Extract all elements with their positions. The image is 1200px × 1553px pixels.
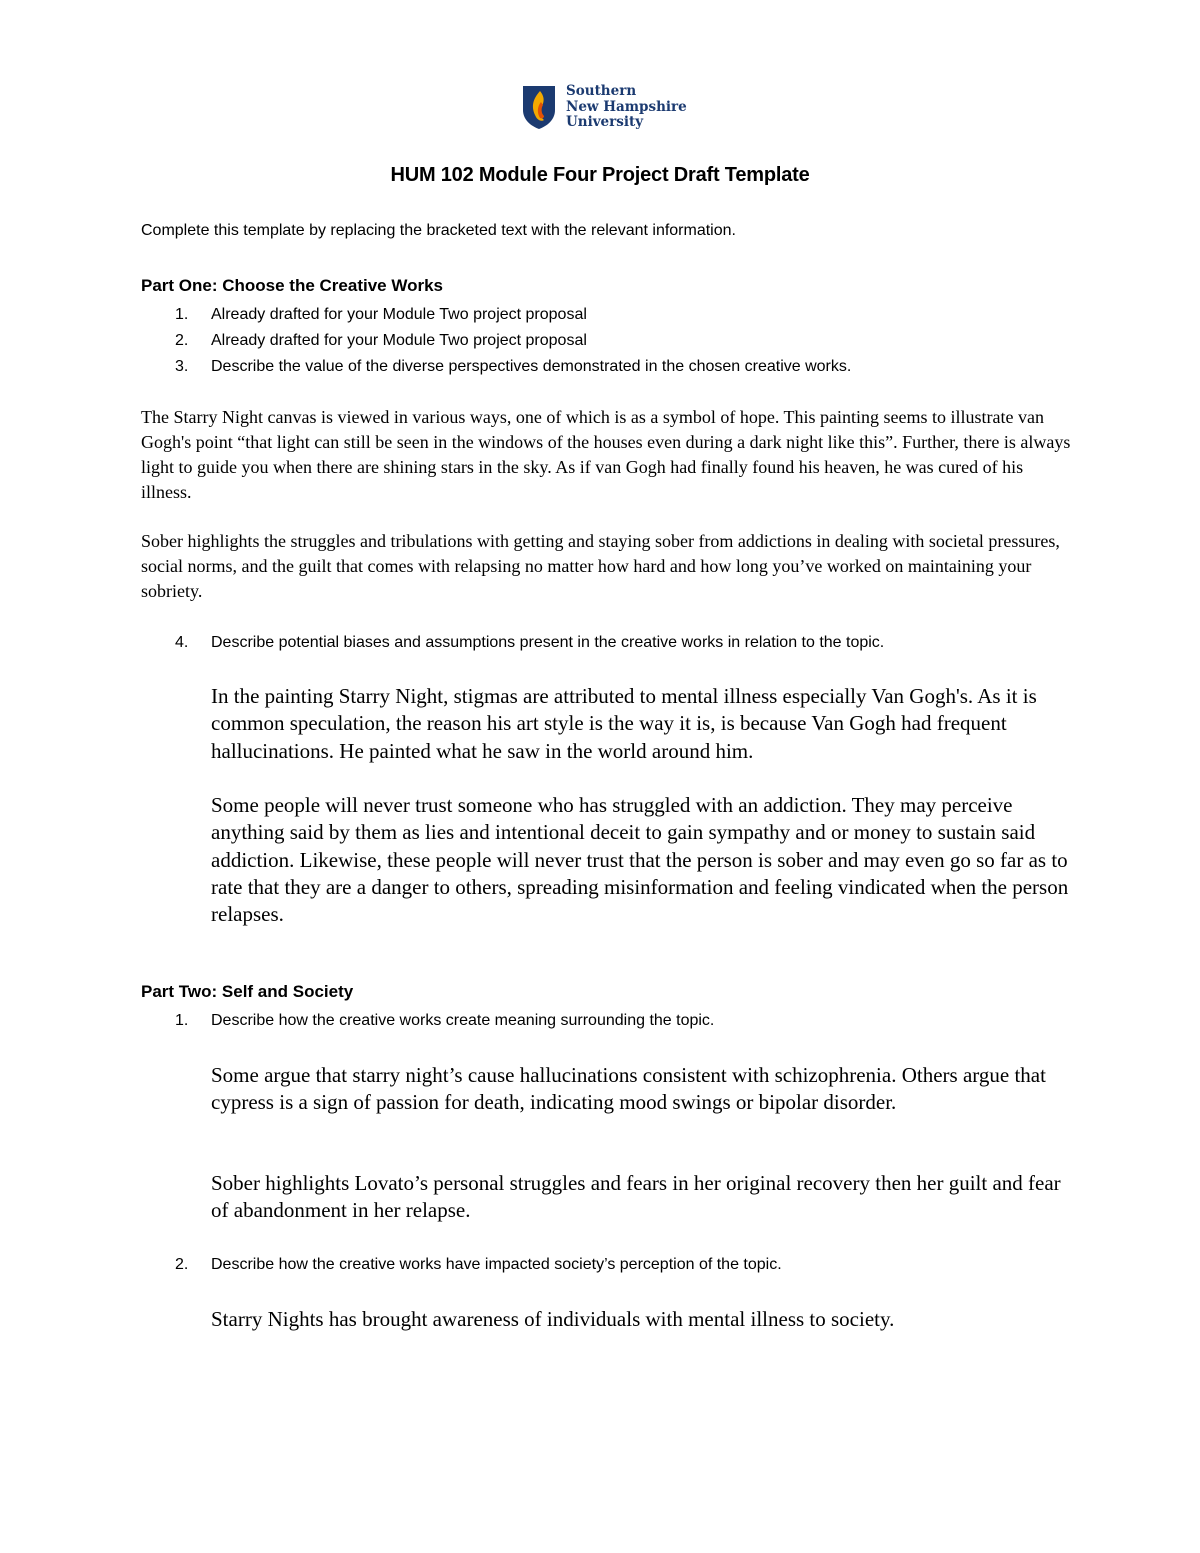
logo-line-3: University — [566, 114, 644, 130]
list-item-number: 3. — [175, 358, 189, 375]
impact-answer: Starry Nights has brought awareness of individuals with mental illness to society. — [211, 1307, 895, 1331]
list-item-number: 2. — [175, 332, 189, 349]
meaning-answer-starry-night: Some argue that starry night’s cause hallucinations consistent with schizophrenia. Others argue that cypress is a sign of passion for death, indicating mood swings or bipolar disorder. — [211, 1063, 1046, 1115]
starry-night-perspective-paragraph: The Starry Night canvas is viewed in various ways, one of which is as a symbol of hope. This painting seems to illustrate van Gogh's point “that light can still be seen in the windows of the houses even during a dark night like this”. Further, there is always light to guide you when there are shining stars in the sky. As if van Gogh had finally found his heaven, he was cured of his illness. — [141, 407, 1071, 502]
document-title: HUM 102 Module Four Project Draft Template — [390, 164, 810, 186]
list-item-text: Already drafted for your Module Two project proposal — [211, 332, 587, 349]
list-item-text: Describe how the creative works create meaning surrounding the topic. — [211, 1012, 715, 1029]
logo-line-2: New Hampshire — [566, 98, 687, 115]
list-item-text: Describe how the creative works have impacted society’s perception of the topic. — [211, 1256, 782, 1273]
logo-wordmark — [566, 84, 687, 131]
university-logo — [521, 84, 687, 131]
part-one-heading: Part One: Choose the Creative Works — [141, 276, 443, 295]
list-item-text: Already drafted for your Module Two project proposal — [211, 306, 587, 323]
list-item-text: Describe potential biases and assumptions present in the creative works in relation to the topic. — [211, 634, 885, 651]
bias-answer-starry-night: In the painting Starry Night, stigmas are attributed to mental illness especially Van Gogh's. As it is common speculation, the reason his art style is the way it is, is because Van Gogh had frequent hallucinations. He painted what he saw in the world around him. — [211, 684, 1037, 763]
list-item-number: 4. — [175, 634, 189, 651]
shield-flame-icon — [521, 84, 557, 130]
list-item-number: 1. — [175, 1012, 189, 1029]
part-two-heading: Part Two: Self and Society — [141, 982, 354, 1001]
logo-line-1: Southern — [566, 83, 637, 99]
list-item-text: Describe the value of the diverse perspectives demonstrated in the chosen creative works. — [211, 358, 852, 375]
meaning-answer-sober: Sober highlights Lovato’s personal struggles and fears in her original recovery then her guilt and fear of abandonment in her relapse. — [211, 1171, 1061, 1223]
sober-perspective-paragraph: Sober highlights the struggles and tribulations with getting and staying sober from addictions in dealing with societal pressures, social norms, and the guilt that comes with relapsing no matter how hard and how long you’ve worked on maintaining your sobriety. — [141, 531, 1060, 601]
template-instructions: Complete this template by replacing the bracketed text with the relevant information. — [141, 222, 736, 239]
bias-answer-sober: Some people will never trust someone who has struggled with an addiction. They may perceive anything said by them as lies and intentional deceit to gain sympathy and or money to sustain said addiction. Likewise, these people will never trust that the person is sober and may even go so far as to rate that they are a danger to others, spreading misinformation and feeling vindicated when the person relapses. — [211, 793, 1069, 927]
list-item-number: 2. — [175, 1256, 189, 1273]
list-item-number: 1. — [175, 306, 189, 323]
